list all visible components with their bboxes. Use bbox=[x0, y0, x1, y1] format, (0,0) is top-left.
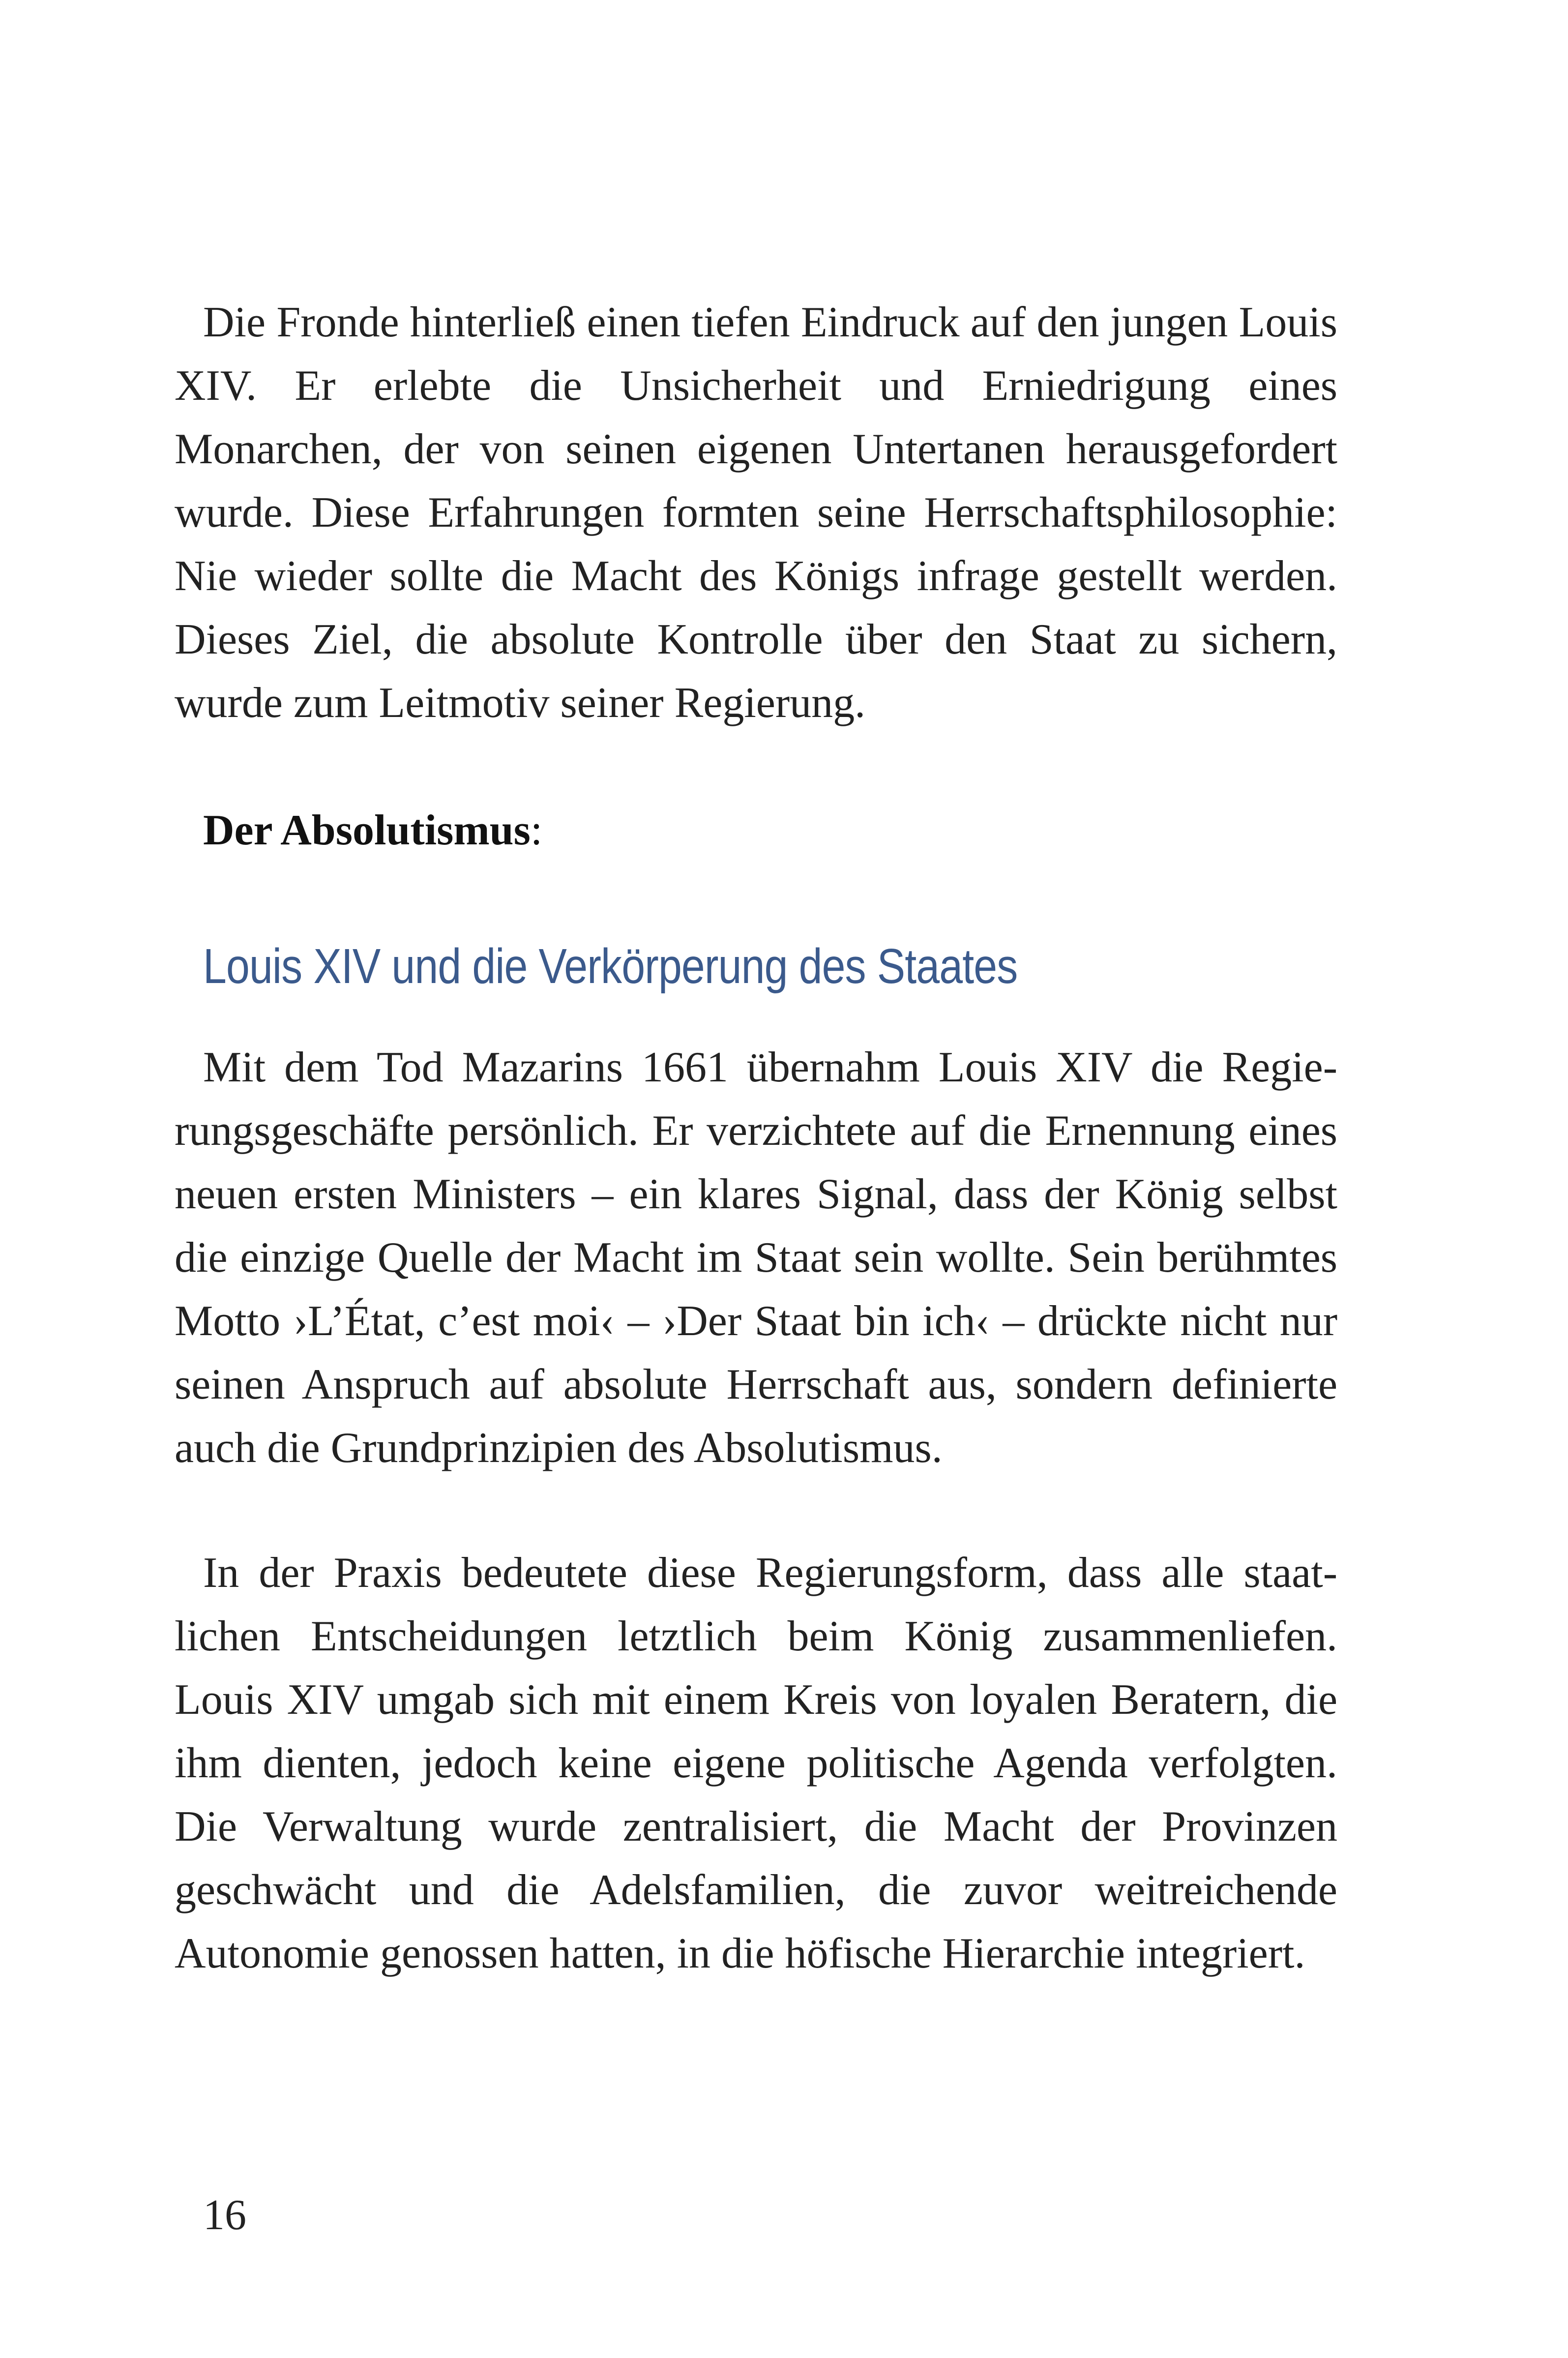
paragraph-praxis: In der Praxis bedeutete diese Regierungsform, dass alle staatlichen Entscheidungen letztlich beim König zusammenliefen. Louis XIV umgab sich mit einem Kreis von loyalen Beratern, die ihm dienten, jedoch keine eigene politische Agenda verfolgten. Die Verwaltung wurde zentralisiert, die Macht der Provinzen geschwächt und die Adelsfamilien, die zuvor weitreichende Autonomie genossen hatten, in die höfische Hierarchie integriert. bbox=[175, 1549, 1337, 1977]
section-label-colon: : bbox=[530, 806, 543, 854]
page-number: 16 bbox=[203, 2191, 246, 2239]
paragraph-mazarin: Mit dem Tod Mazarins 1661 übernahm Louis XIV die Regierungsgeschäfte persönlich. Er verzichtete auf die Ernennung eines neuen ersten Ministers – ein klares Signal, dass der König selbst die einzige Quelle der Macht im Staat sein wollte. Sein berühmtes Motto ›L’État, c’est moi‹ – ›Der Staat bin ich‹ – drückte nicht nur seinen Anspruch auf absolute Herrschaft aus, sondern definierte auch die Grundprinzipien des Absolutismus. bbox=[175, 1044, 1337, 1472]
section-label bbox=[203, 799, 542, 862]
section-label-text: Der Absolutismus bbox=[203, 806, 531, 854]
paragraph-fronde: Die Fronde hinterließ einen tiefen Eindruck auf den jungen Louis XIV. Er erlebte die Unsicherheit und Erniedrigung eines Monarchen, der von seinen eigenen Untertanen herausgefordert wurde. Diese Erfahrungen formten seine Herrschaftsphilosophie: Nie wieder sollte die Macht des Königs infrage gestellt werden. Dieses Ziel, die absolute Kontrolle über den Staat zu sichern, wurde zum Leitmotiv seiner Regierung. bbox=[175, 298, 1337, 727]
chapter-heading: Louis XIV und die Verkörperung des Staates bbox=[203, 939, 1018, 994]
